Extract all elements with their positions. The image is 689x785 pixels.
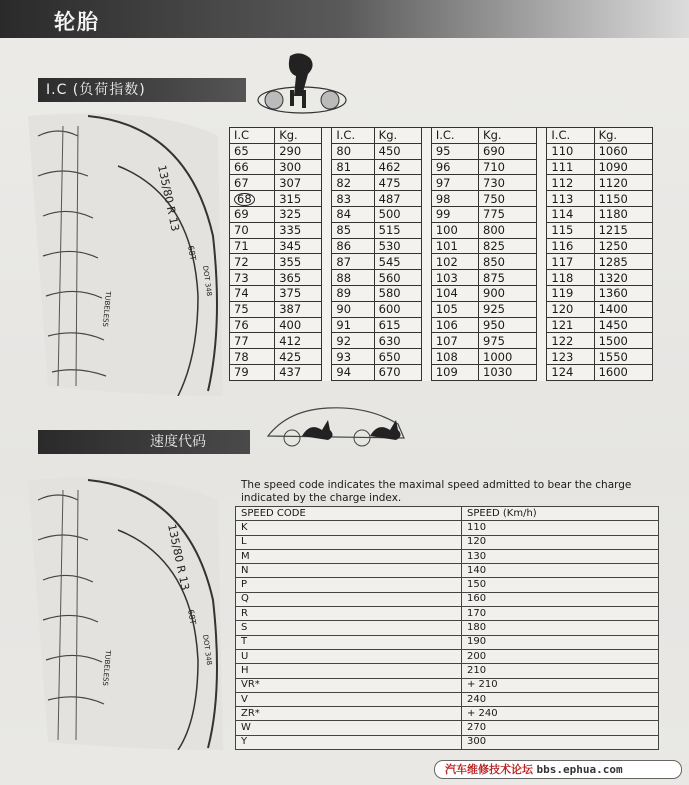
load-index-cell: 114: [547, 206, 594, 222]
load-index-cell: 112: [547, 175, 594, 191]
speed-code-cell: Q: [236, 592, 462, 606]
column-gap: [322, 206, 332, 222]
speed-code-table: [235, 506, 659, 750]
load-index-cell: 825: [479, 238, 537, 254]
footer-url: bbs.ephua.com: [536, 763, 623, 776]
load-index-row: [230, 364, 653, 380]
speed-code-row: [236, 664, 659, 678]
speed-code-cell: S: [236, 621, 462, 635]
load-index-cell: 70: [230, 222, 275, 238]
column-gap: [322, 254, 332, 270]
load-index-cell: 76: [230, 317, 275, 333]
load-index-cell: 86: [332, 238, 374, 254]
load-index-cell: 117: [547, 254, 594, 270]
load-index-cell: 475: [374, 175, 421, 191]
column-gap: [322, 143, 332, 159]
load-index-cell: 307: [275, 175, 322, 191]
load-index-row: [230, 270, 653, 286]
column-gap: [537, 254, 547, 270]
load-index-row: [230, 222, 653, 238]
load-index-cell: 95: [431, 143, 478, 159]
speed-code-row: [236, 521, 659, 535]
load-index-cell: 365: [275, 270, 322, 286]
load-index-cell: 118: [547, 270, 594, 286]
speed-code-cell: VR*: [236, 678, 462, 692]
load-index-cell: 101: [431, 238, 478, 254]
load-index-cell: 600: [374, 301, 421, 317]
column-gap: [322, 191, 332, 207]
load-index-cell: 515: [374, 222, 421, 238]
load-index-cell: 69: [230, 206, 275, 222]
load-index-cell: 115: [547, 222, 594, 238]
column-gap: [322, 317, 332, 333]
speed-code-cell: W: [236, 721, 462, 735]
speed-code-label: 速度代码: [38, 430, 250, 454]
load-index-row: [230, 206, 653, 222]
speed-code-row: [236, 721, 659, 735]
load-index-cell: 1000: [479, 349, 537, 365]
load-index-cell: 900: [479, 285, 537, 301]
load-index-cell: 690: [479, 143, 537, 159]
speed-code-row: [236, 735, 659, 749]
load-index-cell: 103: [431, 270, 478, 286]
tire-dot-marking-top: DOT 348: [201, 265, 214, 297]
load-index-cell: 77: [230, 333, 275, 349]
tire-index-marking-bottom: 68T: [186, 608, 198, 626]
load-index-cell: 100: [431, 222, 478, 238]
column-gap: [537, 159, 547, 175]
tubeless-marking-bottom: TUBELESS: [100, 649, 112, 687]
load-index-cell: 1090: [594, 159, 652, 175]
load-index-cell: 96: [431, 159, 478, 175]
speed-code-row: [236, 564, 659, 578]
load-index-cell: 88: [332, 270, 374, 286]
load-index-cell: 90: [332, 301, 374, 317]
speed-code-cell: P: [236, 578, 462, 592]
load-index-cell: 1120: [594, 175, 652, 191]
load-index-cell: 1450: [594, 317, 652, 333]
load-index-cell: 425: [275, 349, 322, 365]
tire-dot-marking-bottom: DOT 348: [201, 634, 214, 666]
load-index-cell: 800: [479, 222, 537, 238]
load-index-cell: 710: [479, 159, 537, 175]
load-index-cell: 775: [479, 206, 537, 222]
load-index-cell: 387: [275, 301, 322, 317]
load-index-row: [230, 301, 653, 317]
column-gap: [322, 128, 332, 144]
speed-code-cell: ZR*: [236, 707, 462, 721]
load-index-cell: 93: [332, 349, 374, 365]
load-index-cell: 1360: [594, 285, 652, 301]
load-index-header-row: [230, 128, 653, 144]
speed-code-cell: 110: [462, 521, 659, 535]
load-index-row: [230, 349, 653, 365]
column-gap: [537, 175, 547, 191]
load-index-cell: 325: [275, 206, 322, 222]
load-index-cell: 91: [332, 317, 374, 333]
load-index-cell: 300: [275, 159, 322, 175]
speed-code-header-cell: SPEED CODE: [236, 507, 462, 521]
load-index-cell: 615: [374, 317, 421, 333]
load-index-cell: 89: [332, 285, 374, 301]
column-gap: [537, 128, 547, 144]
speed-code-cell: V: [236, 692, 462, 706]
speed-code-cell: 180: [462, 621, 659, 635]
page-title: 轮胎: [54, 10, 100, 34]
column-gap: [322, 159, 332, 175]
tire-size-marking-top: 135/80 R 13: [155, 163, 182, 233]
load-index-cell: 84: [332, 206, 374, 222]
load-index-cell: 110: [547, 143, 594, 159]
load-index-cell: 1500: [594, 333, 652, 349]
load-index-label: I.C (负荷指数): [38, 78, 246, 102]
load-index-cell: 487: [374, 191, 421, 207]
load-index-cell: 560: [374, 270, 421, 286]
load-index-cell: 85: [332, 222, 374, 238]
tire-size-marking-bottom: 135/80 R 13: [165, 522, 192, 592]
speed-code-row: [236, 578, 659, 592]
column-gap: [322, 175, 332, 191]
column-gap: [421, 206, 431, 222]
column-gap: [322, 364, 332, 380]
speed-code-cell: R: [236, 607, 462, 621]
load-index-row: [230, 238, 653, 254]
load-index-cell: 530: [374, 238, 421, 254]
highlighted-load-index: 68: [234, 193, 255, 206]
load-index-table: [229, 127, 653, 381]
speed-code-description: The speed code indicates the maximal speed admitted to bear the charge indicated by the charge index.: [241, 479, 632, 504]
load-index-row: [230, 159, 653, 175]
column-gap: [537, 143, 547, 159]
load-index-cell: 875: [479, 270, 537, 286]
load-index-cell: 105: [431, 301, 478, 317]
load-index-cell: 75: [230, 301, 275, 317]
load-index-row: [230, 317, 653, 333]
tire-index-marking-top: 68T: [186, 244, 198, 262]
speed-code-row: [236, 549, 659, 563]
speed-code-header-cell: SPEED (Km/h): [462, 507, 659, 521]
speed-code-cell: 120: [462, 535, 659, 549]
speed-code-cell: 140: [462, 564, 659, 578]
load-index-cell: 580: [374, 285, 421, 301]
column-gap: [421, 301, 431, 317]
load-index-cell: 111: [547, 159, 594, 175]
load-index-cell: 74: [230, 285, 275, 301]
tubeless-marking-top: TUBELESS: [100, 290, 112, 328]
speed-code-cell: + 240: [462, 707, 659, 721]
column-gap: [537, 222, 547, 238]
load-index-cell: 437: [275, 364, 322, 380]
column-gap: [537, 285, 547, 301]
footer-watermark[interactable]: [434, 760, 682, 779]
load-index-header-cell: Kg.: [374, 128, 421, 144]
load-index-cell: 72: [230, 254, 275, 270]
load-index-cell: 106: [431, 317, 478, 333]
speed-code-cell: 190: [462, 635, 659, 649]
column-gap: [421, 349, 431, 365]
load-index-cell: 97: [431, 175, 478, 191]
load-index-cell: 850: [479, 254, 537, 270]
tire-diagram-top: [18, 96, 228, 396]
load-index-cell: 94: [332, 364, 374, 380]
load-index-cell: 730: [479, 175, 537, 191]
column-gap: [322, 301, 332, 317]
speed-code-cell: H: [236, 664, 462, 678]
speed-code-cell: 240: [462, 692, 659, 706]
load-index-cell: 122: [547, 333, 594, 349]
load-index-header-cell: I.C.: [431, 128, 478, 144]
lifting-car-illustration: [252, 48, 352, 120]
load-index-cell: 1320: [594, 270, 652, 286]
column-gap: [537, 364, 547, 380]
load-index-header-cell: Kg.: [479, 128, 537, 144]
load-index-cell: 116: [547, 238, 594, 254]
load-index-cell: 67: [230, 175, 275, 191]
speed-code-cell: 210: [462, 664, 659, 678]
speed-code-cell: Y: [236, 735, 462, 749]
column-gap: [421, 159, 431, 175]
column-gap: [537, 317, 547, 333]
load-index-cell: 99: [431, 206, 478, 222]
footer-brand: 汽车维修技术论坛: [445, 763, 533, 776]
load-index-row: [230, 143, 653, 159]
speed-code-row: [236, 635, 659, 649]
load-index-cell: 124: [547, 364, 594, 380]
column-gap: [537, 301, 547, 317]
load-index-cell: 1550: [594, 349, 652, 365]
load-index-header-cell: I.C.: [332, 128, 374, 144]
column-gap: [421, 317, 431, 333]
load-index-cell: 925: [479, 301, 537, 317]
speed-code-cell: 200: [462, 649, 659, 663]
load-index-cell: 80: [332, 143, 374, 159]
column-gap: [421, 364, 431, 380]
load-index-cell: 107: [431, 333, 478, 349]
load-index-cell: 335: [275, 222, 322, 238]
column-gap: [537, 349, 547, 365]
column-gap: [322, 333, 332, 349]
load-index-row: [230, 254, 653, 270]
load-index-cell: 1400: [594, 301, 652, 317]
speed-code-row: [236, 592, 659, 606]
load-index-cell: 290: [275, 143, 322, 159]
load-index-cell: 79: [230, 364, 275, 380]
load-index-cell: 1285: [594, 254, 652, 270]
column-gap: [421, 238, 431, 254]
speed-code-row: [236, 607, 659, 621]
speed-code-row: [236, 692, 659, 706]
column-gap: [537, 191, 547, 207]
load-index-cell: 750: [479, 191, 537, 207]
load-index-cell: 630: [374, 333, 421, 349]
column-gap: [322, 349, 332, 365]
load-index-cell: 950: [479, 317, 537, 333]
speed-code-cell: 170: [462, 607, 659, 621]
load-index-cell: 500: [374, 206, 421, 222]
load-index-row: [230, 191, 653, 207]
speed-code-cell: 130: [462, 549, 659, 563]
load-index-cell: 102: [431, 254, 478, 270]
load-index-cell: 1150: [594, 191, 652, 207]
column-gap: [322, 222, 332, 238]
speed-code-header-row: [236, 507, 659, 521]
load-index-cell: 121: [547, 317, 594, 333]
load-index-cell: 1215: [594, 222, 652, 238]
speed-code-cell: N: [236, 564, 462, 578]
load-index-cell: 670: [374, 364, 421, 380]
column-gap: [537, 333, 547, 349]
column-gap: [537, 206, 547, 222]
speed-code-cell: 150: [462, 578, 659, 592]
column-gap: [322, 238, 332, 254]
load-index-header-cell: Kg.: [594, 128, 652, 144]
load-index-cell: 87: [332, 254, 374, 270]
load-index-row: [230, 285, 653, 301]
speed-code-cell: 160: [462, 592, 659, 606]
speed-code-row: [236, 649, 659, 663]
load-index-cell: 450: [374, 143, 421, 159]
column-gap: [421, 128, 431, 144]
column-gap: [421, 143, 431, 159]
speed-code-row: [236, 707, 659, 721]
load-index-row: [230, 175, 653, 191]
column-gap: [421, 191, 431, 207]
load-index-cell: 315: [275, 191, 322, 207]
load-index-cell: 1600: [594, 364, 652, 380]
load-index-cell: 400: [275, 317, 322, 333]
load-index-cell: 1180: [594, 206, 652, 222]
speed-code-cell: U: [236, 649, 462, 663]
speed-code-cell: T: [236, 635, 462, 649]
load-index-header-cell: I.C.: [547, 128, 594, 144]
load-index-cell: [230, 191, 275, 207]
load-index-header-cell: Kg.: [275, 128, 322, 144]
tire-diagram-bottom: [18, 470, 228, 750]
load-index-cell: 83: [332, 191, 374, 207]
column-gap: [322, 270, 332, 286]
speed-code-cell: L: [236, 535, 462, 549]
column-gap: [421, 270, 431, 286]
load-index-cell: 104: [431, 285, 478, 301]
column-gap: [421, 285, 431, 301]
load-index-row: [230, 333, 653, 349]
column-gap: [421, 175, 431, 191]
speed-code-row: [236, 678, 659, 692]
speed-code-cell: + 210: [462, 678, 659, 692]
column-gap: [421, 254, 431, 270]
load-index-cell: 81: [332, 159, 374, 175]
load-index-cell: 71: [230, 238, 275, 254]
load-index-cell: 82: [332, 175, 374, 191]
speed-code-cell: 270: [462, 721, 659, 735]
speed-code-row: [236, 535, 659, 549]
speed-code-row: [236, 621, 659, 635]
load-index-cell: 355: [275, 254, 322, 270]
load-index-cell: 113: [547, 191, 594, 207]
load-index-cell: 545: [374, 254, 421, 270]
speed-car-illustration: [262, 396, 412, 456]
load-index-cell: 109: [431, 364, 478, 380]
load-index-cell: 108: [431, 349, 478, 365]
title-bar: [0, 0, 689, 38]
load-index-cell: 98: [431, 191, 478, 207]
load-index-cell: 120: [547, 301, 594, 317]
load-index-cell: 1030: [479, 364, 537, 380]
load-index-cell: 119: [547, 285, 594, 301]
load-index-header-cell: I.C: [230, 128, 275, 144]
load-index-cell: 345: [275, 238, 322, 254]
speed-code-cell: 300: [462, 735, 659, 749]
speed-code-cell: K: [236, 521, 462, 535]
load-index-cell: 650: [374, 349, 421, 365]
speed-code-cell: M: [236, 549, 462, 563]
load-index-cell: 462: [374, 159, 421, 175]
load-index-cell: 1250: [594, 238, 652, 254]
load-index-cell: 375: [275, 285, 322, 301]
load-index-cell: 78: [230, 349, 275, 365]
column-gap: [537, 270, 547, 286]
load-index-cell: 92: [332, 333, 374, 349]
load-index-cell: 123: [547, 349, 594, 365]
column-gap: [421, 222, 431, 238]
load-index-cell: 412: [275, 333, 322, 349]
column-gap: [421, 333, 431, 349]
column-gap: [537, 238, 547, 254]
load-index-cell: 1060: [594, 143, 652, 159]
load-index-cell: 73: [230, 270, 275, 286]
load-index-cell: 65: [230, 143, 275, 159]
load-index-cell: 66: [230, 159, 275, 175]
load-index-cell: 975: [479, 333, 537, 349]
column-gap: [322, 285, 332, 301]
